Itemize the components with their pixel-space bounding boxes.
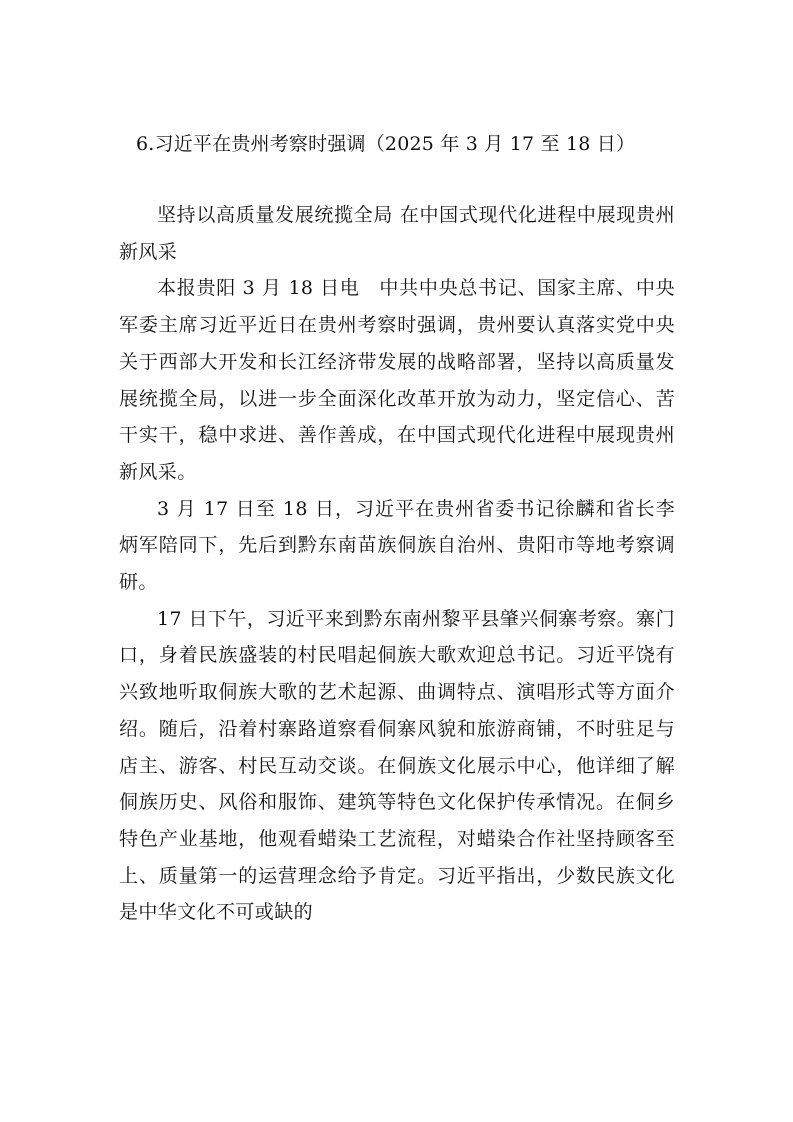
paragraph-itinerary: 3 月 17 日至 18 日，习近平在贵州省委书记徐麟和省长李炳军陪同下，先后到黔东南苗族侗族自治州、贵阳市等地考察调研。 bbox=[119, 497, 675, 594]
section-heading: 6.习近平在贵州考察时强调（2025 年 3 月 17 至 18 日） bbox=[136, 133, 636, 155]
paragraph-zhaoxing-visit: 17 日下午，习近平来到黔东南州黎平县肇兴侗寨考察。寨门口，身着民族盛装的村民唱起侗族大歌欢迎总书记。习近平饶有兴致地听取侗族大歌的艺术起源、曲调特点、演唱形式等方面介绍。随后，沿着村寨路道察看侗寨风貌和旅游商铺，不时驻足与店主、游客、村民互动交谈。在侗族文化展示中心，他详细了解侗族历史、风俗和服饰、建筑等特色文化保护传承情况。在侗乡特色产业基地，他观看蜡染工艺流程，对蜡染合作社坚持顾客至上、质量第一的运营理念给予肯定。习近平指出，少数民族文化是中华文化不可或缺的 bbox=[119, 607, 675, 924]
article-body bbox=[119, 197, 675, 931]
paragraph-dateline: 本报贵阳 3 月 18 日电 中共中央总书记、国家主席、中央军委主席习近平近日在贵州考察时强调，贵州要认真落实党中央关于西部大开发和长江经济带发展的战略部署，坚持以高质量发展统揽全局，以进一步全面深化改革开放为动力，坚定信心、苦干实干，稳中求进、善作善成，在中国式现代化进程中展现贵州新风采。 bbox=[119, 277, 675, 483]
article-subtitle: 坚持以高质量发展统揽全局 在中国式现代化进程中展现贵州新风采 bbox=[119, 204, 675, 263]
